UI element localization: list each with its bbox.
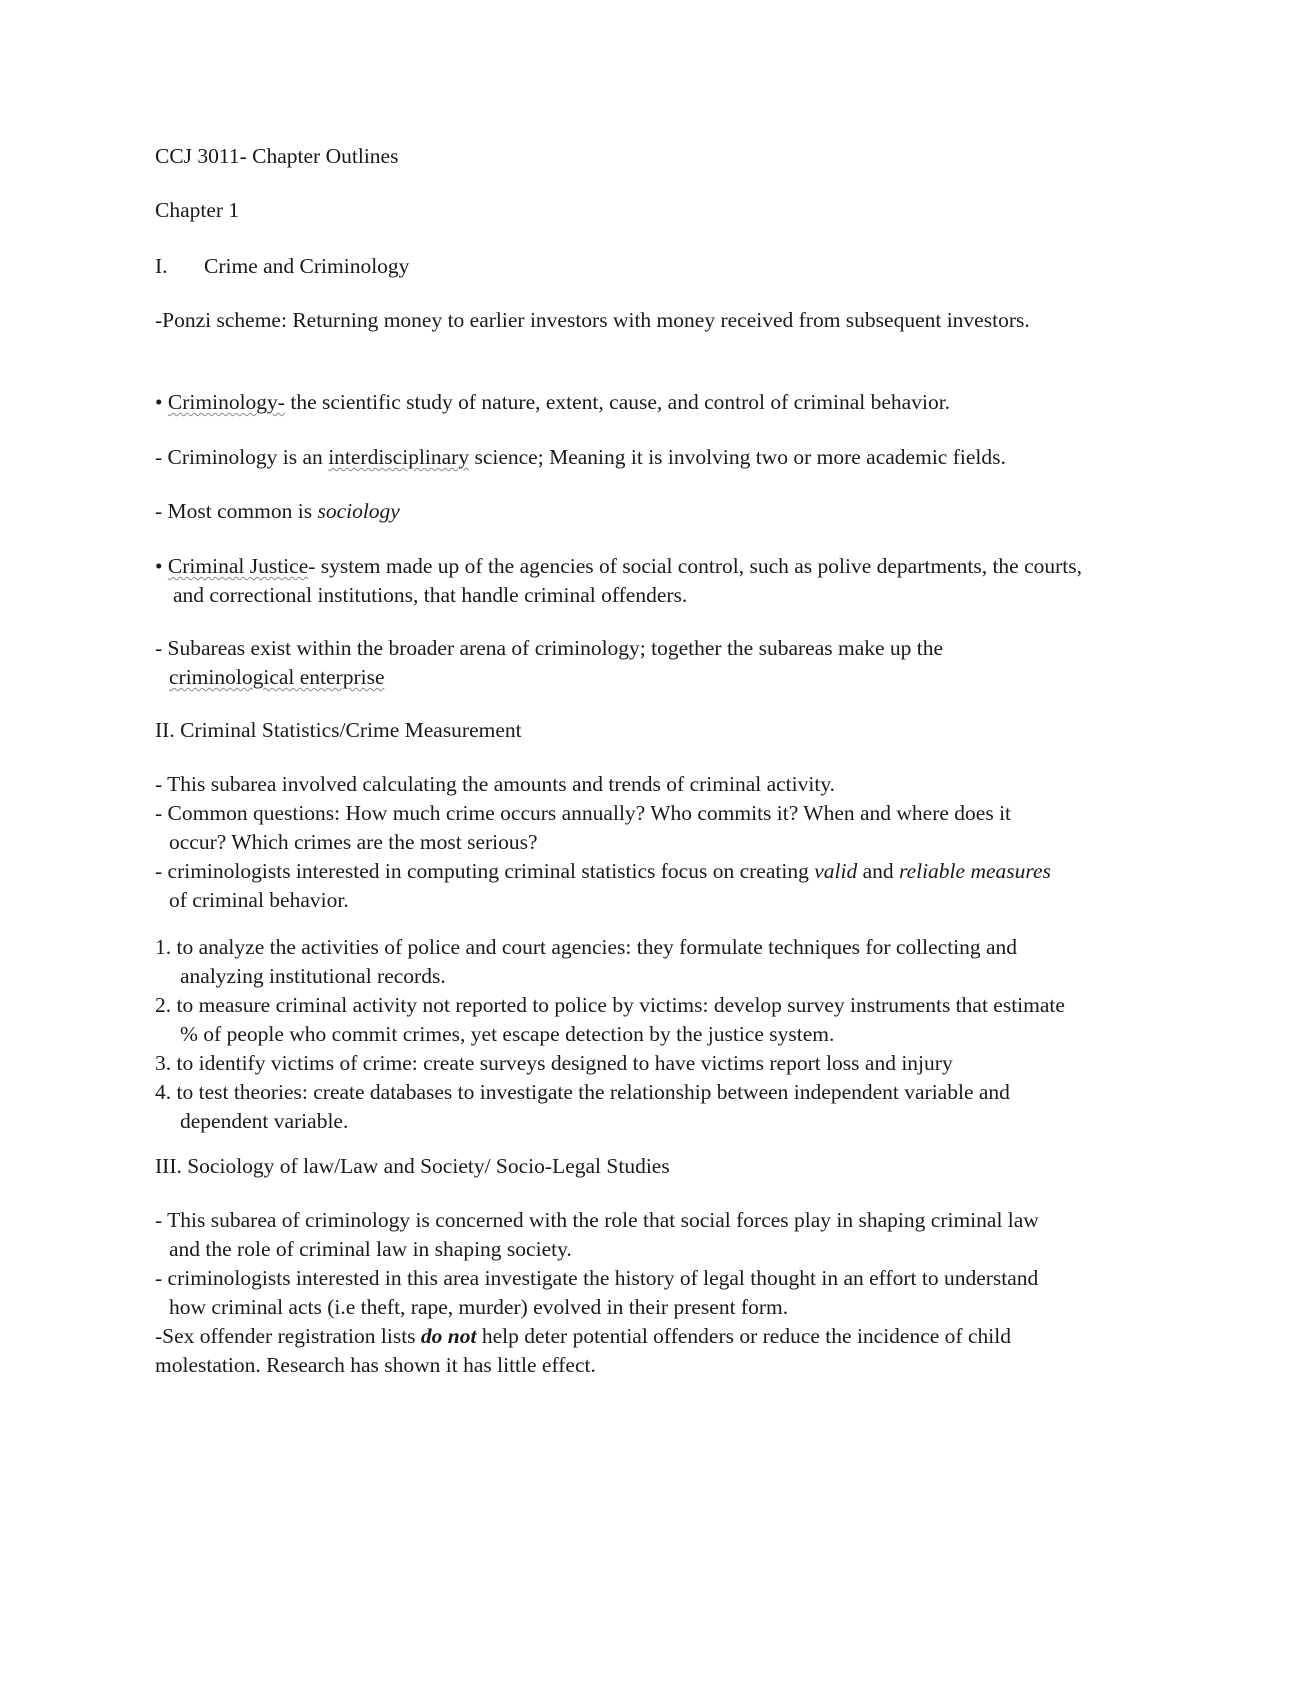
section-2-bullets — [155, 770, 1065, 915]
do-not-emphasis: do not — [420, 1324, 477, 1348]
b3-post: of criminal behavior. — [169, 888, 349, 912]
sociology-term: sociology — [317, 499, 400, 523]
interdisc-post: science; Meaning it is involving two or more academic fields. — [469, 445, 1006, 469]
criminal-justice-definition: • Criminal Justice- system made up of the agencies of social control, such as polive departments, the courts, and correctional institutions, that handle criminal offenders. — [155, 554, 1083, 607]
ponzi-paragraph: -Ponzi scheme: Returning money to earlier investors with money received from subsequent investors. — [155, 308, 1030, 332]
document-title: CCJ 3011- Chapter Outlines — [155, 144, 399, 168]
sex-post: help deter potential offenders or reduce the incidence of child molestation. Research has shown it has little effect. — [155, 1324, 1011, 1377]
criminal-justice-term: Criminal Justice — [167, 554, 309, 578]
section-3-bullets — [155, 1206, 1055, 1380]
most-common-line — [155, 497, 1155, 526]
section-2-bullet-1: - This subarea involved calculating the amounts and trends of criminal activity. — [155, 772, 836, 796]
section-3-bullet-1: - This subarea of criminology is concerned with the role that social forces play in shaping criminal law and the role of criminal law in shaping society. — [155, 1208, 1039, 1261]
b3-pre: - criminologists interested in computing criminal statistics focus on creating — [155, 859, 815, 883]
criminology-term: Criminology- — [167, 390, 285, 414]
b3-and: and — [857, 859, 899, 883]
section-2-numbered-list — [155, 933, 1085, 1136]
most-common-pre: - Most common is — [155, 499, 318, 523]
section-1-title: Crime and Criminology — [204, 254, 410, 278]
interdisc-pre: - Criminology is an — [155, 445, 329, 469]
list-item: 2. to measure criminal activity not reported to police by victims: develop survey instruments that estimate % of people who commit crimes, yet escape detection by the justice system. — [155, 993, 1065, 1046]
section-2-bullet-2: - Common questions: How much crime occurs annually? Who commits it? When and where does it occur? Which crimes are the most serious? — [155, 801, 1012, 854]
list-item: 3. to identify victims of crime: create surveys designed to have victims report loss and injury — [155, 1051, 953, 1075]
section-1-numeral: I. — [155, 254, 168, 278]
criminology-definition: • Criminology- the scientific study of nature, extent, cause, and control of criminal behavior. — [155, 390, 951, 414]
chapter-heading: Chapter 1 — [155, 198, 240, 222]
interdisciplinary-paragraph — [155, 443, 1049, 472]
list-item: 1. to analyze the activities of police and court agencies: they formulate techniques for collecting and analyzing institutional records. — [155, 935, 1018, 988]
section-1-heading — [155, 252, 1155, 281]
interdisciplinary-term: interdisciplinary — [328, 445, 470, 469]
list-item: 4. to test theories: create databases to investigate the relationship between independent variable and dependent variable. — [155, 1080, 1010, 1133]
criminological-enterprise-term: criminological enterprise — [169, 665, 385, 689]
criminology-def-text: the scientific study of nature, extent, cause, and control of criminal behavior. — [284, 390, 951, 414]
reliable-measures-term: reliable measures — [899, 859, 1051, 883]
section-2-bullet-3 — [155, 857, 1065, 915]
sex-pre: -Sex offender registration lists — [155, 1324, 421, 1348]
section-3-heading: III. Sociology of law/Law and Society/ Socio-Legal Studies — [155, 1154, 670, 1178]
criminal-justice-def-text: - system made up of the agencies of social control, such as polive departments, the courts, and correctional institutions, that handle criminal offenders. — [173, 554, 1083, 607]
subareas-paragraph — [155, 634, 1059, 692]
section-2-heading: II. Criminal Statistics/Crime Measurement — [155, 718, 522, 742]
section-3-bullet-2: - criminologists interested in this area investigate the history of legal thought in an effort to understand how criminal acts (i.e theft, rape, murder) evolved in their present form. — [155, 1266, 1039, 1319]
sex-offender-paragraph — [155, 1322, 1055, 1380]
valid-term: valid — [814, 859, 858, 883]
subareas-pre: - Subareas exist within the broader arena of criminology; together the subareas make up the — [155, 636, 944, 660]
